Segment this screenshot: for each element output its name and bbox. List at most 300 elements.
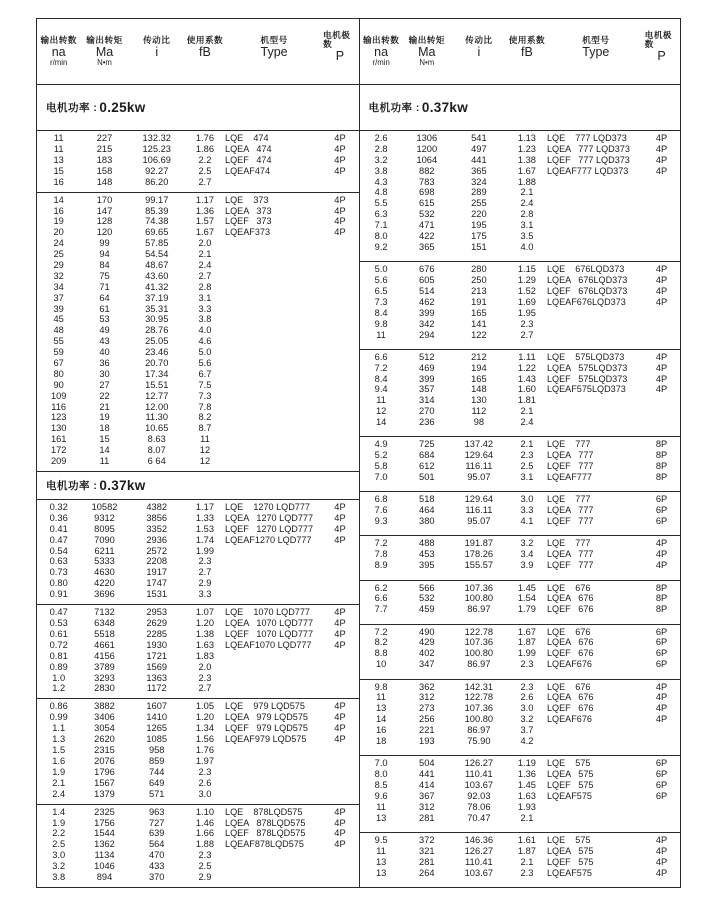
cell-i: 1363 (146, 672, 168, 683)
header-cn-label-type: 机型号 (582, 34, 610, 45)
cell-fb: 2.5 (198, 165, 212, 176)
cell-p: 4P (655, 703, 668, 714)
table-row (360, 363, 681, 374)
cell-p: 8P (655, 461, 668, 472)
cell-ma: 4661 (94, 639, 115, 650)
cell-i: 107.36 (464, 637, 494, 648)
cell-fb: 2.9 (198, 872, 212, 882)
cell-i: 280 (471, 264, 487, 275)
table-row (37, 662, 359, 673)
cell-i: 54.54 (145, 249, 169, 260)
cell-fb: 1.67 (517, 626, 536, 637)
cell-i: 85.39 (145, 205, 169, 216)
cell-na: 7.7 (374, 604, 388, 615)
header-symbol-fb: fB (199, 44, 211, 59)
cell-i: 122.78 (464, 626, 494, 637)
cell-i: 649 (148, 777, 165, 788)
cell-na: 1.5 (52, 745, 66, 756)
cell-type: LQEA 777 (546, 450, 594, 461)
cell-p (323, 249, 357, 260)
cell-ma: 3696 (94, 589, 115, 600)
cell-na: 34 (53, 281, 64, 292)
cell-na: 0.89 (49, 661, 68, 672)
cell-p (645, 406, 679, 417)
cell-fb: 2.3 (520, 681, 534, 692)
cell-i: 441 (471, 154, 487, 165)
table-row (37, 789, 359, 800)
cell-fb: 1.46 (195, 817, 214, 828)
cell-type (225, 325, 323, 336)
cell-p: 4P (655, 560, 668, 571)
cell-p: 8P (655, 582, 668, 593)
cell-p (323, 683, 357, 694)
cell-type (225, 850, 323, 861)
cell-fb: 1.61 (517, 835, 536, 845)
cell-ma: 501 (419, 472, 435, 483)
cell-type (547, 725, 645, 736)
power-section-header (37, 472, 359, 500)
cell-ma: 49 (99, 325, 110, 336)
table-row (37, 238, 359, 249)
cell-type (225, 271, 323, 282)
cell-ma: 4220 (94, 578, 115, 589)
power-section-header (37, 85, 359, 131)
cell-p (323, 673, 357, 684)
table-row (360, 308, 681, 319)
cell-fb: 1.52 (517, 285, 536, 296)
cell-type (225, 434, 323, 445)
table-row (360, 648, 681, 659)
cell-i: 78.06 (467, 801, 491, 812)
cell-ma: 1306 (416, 133, 438, 143)
cell-ma: 18 (99, 423, 110, 434)
cell-p: 4P (655, 296, 668, 307)
cell-p (323, 347, 357, 358)
cell-i: 20.70 (145, 357, 169, 368)
cell-na: 8.0 (374, 769, 388, 780)
cell-na: 9.2 (374, 241, 388, 252)
cell-na: 2.1 (52, 777, 66, 788)
cell-ma: 256 (419, 714, 435, 725)
cell-fb: 2.3 (198, 556, 212, 567)
table-row (37, 391, 359, 402)
cell-type: LQEF 777 LQD373 (546, 154, 630, 165)
cell-type: LQEF 676LQD373 (546, 285, 628, 296)
cell-ma: 281 (419, 812, 435, 823)
cell-ma: 469 (419, 362, 435, 373)
table-row (37, 807, 359, 818)
cell-fb: 1.05 (195, 701, 214, 712)
table-row (360, 264, 681, 275)
cell-type: LQEF 1270 LQD777 (225, 523, 314, 534)
col-header-type (225, 36, 323, 67)
cell-fb: 1.86 (195, 143, 214, 154)
cell-type: LQEA 575 (546, 769, 594, 780)
table-row (37, 216, 359, 227)
cell-ma: 882 (419, 165, 435, 176)
cell-fb: 2.4 (198, 259, 212, 270)
cell-fb: 1.38 (195, 628, 214, 639)
cell-na: 0.86 (49, 701, 68, 712)
cell-na: 2.5 (52, 839, 66, 850)
cell-fb: 2.1 (198, 249, 212, 260)
cell-ma: 84 (99, 259, 110, 270)
cell-fb: 1.87 (517, 845, 536, 856)
cell-i: 17.34 (145, 368, 169, 379)
cell-fb: 2.3 (520, 659, 534, 670)
cell-ma: 128 (96, 216, 113, 227)
cell-i: 324 (471, 176, 487, 187)
cell-fb: 1.45 (517, 582, 536, 593)
cell-p: 4P (334, 205, 346, 216)
cell-na: 0.80 (49, 578, 68, 589)
cell-fb: 1.19 (517, 758, 536, 769)
cell-fb: 12 (199, 445, 211, 456)
cell-i: 3352 (146, 523, 168, 534)
cell-fb: 1.97 (195, 755, 214, 766)
table-row (360, 604, 681, 615)
cell-ma: 147 (96, 205, 113, 216)
cell-type: LQEAF575 (546, 790, 592, 801)
cell-type: LQEAF474 (225, 165, 271, 176)
cell-p (645, 198, 679, 209)
table-row (360, 583, 681, 594)
cell-ma: 19 (99, 412, 110, 423)
cell-type: LQEA 676LQD373 (546, 275, 628, 286)
cell-ma: 367 (419, 790, 435, 801)
cell-ma: 75 (99, 270, 110, 281)
cell-type (225, 651, 323, 662)
cell-type (225, 546, 323, 557)
cell-p (323, 778, 357, 789)
cell-na: 19 (53, 216, 64, 227)
cell-fb: 1.29 (517, 275, 536, 286)
cell-i: 2629 (146, 618, 168, 629)
cell-p: 4P (655, 856, 668, 867)
cell-p (323, 177, 357, 188)
table-row (37, 358, 359, 369)
cell-i: 57.85 (145, 238, 169, 249)
cell-na: 80 (53, 368, 64, 379)
cell-i: 103.67 (464, 780, 494, 791)
cell-fb: 2.3 (198, 766, 212, 777)
table-row (37, 683, 359, 694)
cell-type (225, 756, 323, 767)
cell-na: 0.73 (49, 567, 68, 578)
cell-ma: 40 (99, 347, 110, 358)
table-row (37, 271, 359, 282)
header-cn-label-ma: 输出转矩 (408, 34, 445, 45)
cell-na: 13 (375, 812, 387, 823)
cell-na: 16 (53, 176, 64, 187)
table-row (360, 868, 681, 879)
cell-p: 4P (334, 806, 346, 817)
cell-fb: 12 (199, 455, 211, 466)
cell-p: 6P (655, 516, 668, 527)
cell-i: 1531 (146, 589, 168, 600)
cell-fb: 6.7 (198, 368, 212, 379)
cell-na: 5.0 (374, 264, 388, 275)
cell-i: 744 (148, 766, 165, 777)
cell-fb: 2.6 (520, 692, 534, 703)
cell-na: 9.8 (374, 318, 388, 329)
cell-p: 6P (655, 648, 668, 659)
column-header-left (37, 19, 359, 85)
cell-type (547, 417, 645, 428)
cell-p: 8P (655, 439, 668, 450)
cell-fb: 2.3 (520, 318, 534, 329)
cell-type: LQEAF676 (546, 659, 592, 670)
cell-na: 7.2 (374, 362, 388, 373)
cell-na: 14 (375, 714, 387, 725)
col-header-i (129, 36, 185, 67)
table-row (37, 282, 359, 293)
cell-p: 6P (655, 758, 668, 769)
power-label: 电机功率 : (46, 102, 98, 114)
cell-i: 95.07 (467, 516, 491, 527)
cell-ma: 453 (419, 549, 435, 560)
cell-p (323, 767, 357, 778)
cell-ma: 183 (96, 154, 113, 165)
cell-i: 122 (471, 329, 487, 340)
table-row (37, 502, 359, 513)
cell-fb: 3.0 (198, 788, 212, 799)
cell-i: 70.47 (467, 812, 491, 823)
cell-type: LQEF 979 LQD575 (225, 723, 308, 734)
cell-ma: 1134 (94, 850, 115, 861)
cell-type (225, 578, 323, 589)
col-header-fb (507, 36, 547, 67)
cell-ma: 1796 (94, 766, 115, 777)
cell-type: LQEA 777 LQD373 (546, 143, 630, 154)
cell-ma: 61 (99, 303, 110, 314)
table-row (360, 758, 681, 769)
table-row (360, 461, 681, 472)
data-block (360, 262, 681, 350)
cell-p (323, 456, 357, 467)
cell-p: 4P (655, 867, 668, 878)
cell-p: 6P (655, 626, 668, 637)
cell-fb: 1.60 (517, 384, 536, 395)
cell-na: 2.4 (52, 788, 66, 799)
table-row (37, 872, 359, 883)
cell-type (547, 177, 645, 188)
cell-fb: 1.67 (195, 227, 214, 238)
cell-type (225, 861, 323, 872)
cell-p: 4P (655, 351, 668, 362)
cell-na: 11 (376, 395, 386, 406)
cell-i: 86.20 (145, 176, 169, 187)
cell-type: LQEA 575LQD373 (546, 362, 628, 373)
cell-i: 103.67 (464, 867, 494, 878)
cell-ma: 514 (419, 285, 435, 296)
table-row (360, 802, 681, 813)
cell-na: 1.1 (52, 723, 66, 734)
cell-type (225, 238, 323, 249)
cell-ma: 342 (419, 318, 435, 329)
cell-na: 18 (375, 735, 387, 746)
cell-i: 571 (148, 788, 165, 799)
cell-fb: 1.45 (517, 780, 536, 791)
cell-fb: 3.0 (520, 703, 534, 714)
cell-i: 11.30 (145, 412, 169, 423)
cell-i: 1410 (146, 712, 168, 723)
table-row (360, 275, 681, 286)
header-cn-label-fb: 使用系数 (508, 34, 546, 45)
cell-fb: 3.4 (520, 549, 534, 560)
cell-i: 122.78 (464, 692, 494, 703)
cell-ma: 6348 (94, 618, 115, 629)
table-row (360, 593, 681, 604)
cell-ma: 4630 (94, 567, 115, 578)
cell-type: LQEF 676 (546, 648, 594, 659)
table-row (360, 242, 681, 253)
header-symbol-na: na (374, 44, 389, 59)
cell-ma: 236 (419, 417, 435, 428)
cell-type (225, 683, 323, 694)
cell-type: LQEA 878LQD575 (225, 817, 306, 828)
cell-i: 564 (148, 839, 165, 850)
table-row (37, 861, 359, 872)
cell-ma: 321 (419, 845, 435, 856)
cell-na: 1.0 (52, 672, 66, 683)
cell-ma: 1567 (94, 777, 115, 788)
cell-p (323, 850, 357, 861)
cell-ma: 612 (419, 461, 435, 472)
cell-ma: 71 (99, 281, 110, 292)
cell-ma: 402 (419, 648, 435, 659)
cell-p (323, 238, 357, 249)
cell-na: 16 (53, 205, 64, 216)
table-row (360, 220, 681, 231)
cell-na: 6.3 (374, 209, 388, 220)
cell-ma: 3054 (94, 723, 115, 734)
cell-na: 0.61 (49, 628, 68, 639)
cell-ma: 357 (419, 384, 435, 395)
cell-i: 86.97 (467, 725, 491, 736)
cell-type (547, 209, 645, 220)
cell-na: 59 (53, 347, 64, 358)
cell-p: 4P (334, 165, 346, 176)
col-header-p (323, 31, 357, 71)
cell-na: 25 (53, 249, 64, 260)
cell-type: LQEAF373 (225, 227, 271, 238)
cell-fb: 1.34 (195, 723, 214, 734)
table-row (360, 450, 681, 461)
cell-na: 7.1 (374, 220, 388, 231)
cell-ma: 3406 (94, 712, 115, 723)
cell-ma: 1200 (416, 143, 438, 154)
cell-na: 130 (50, 423, 67, 434)
cell-fb: 2.3 (520, 867, 534, 878)
cell-i: 194 (471, 362, 487, 373)
cell-na: 8.2 (374, 637, 388, 648)
cell-na: 5.5 (374, 198, 388, 209)
cell-fb: 7.3 (198, 390, 212, 401)
cell-type (225, 347, 323, 358)
header-symbol-i: i (155, 44, 159, 59)
data-block (360, 350, 681, 438)
cell-p: 4P (655, 835, 668, 845)
cell-i: 86.97 (467, 659, 491, 670)
table-row (360, 505, 681, 516)
column-header-right (360, 19, 681, 85)
header-cn-label-fb: 使用系数 (186, 34, 224, 45)
cell-i: 155.57 (464, 560, 494, 571)
data-block (360, 833, 681, 887)
cell-p: 4P (655, 285, 668, 296)
cell-type: LQE 777 (546, 439, 591, 450)
cell-i: 35.31 (145, 303, 169, 314)
cell-i: 2936 (146, 534, 168, 545)
cell-p (323, 282, 357, 293)
table-row (37, 756, 359, 767)
cell-ma: 15 (99, 434, 110, 445)
cell-na: 9.4 (374, 384, 388, 395)
cell-ma: 488 (419, 538, 435, 549)
cell-p (323, 391, 357, 402)
cell-i: 86.97 (467, 604, 491, 615)
cell-p: 4P (655, 373, 668, 384)
cell-i: 8.07 (147, 445, 166, 456)
cell-fb: 1.17 (195, 194, 214, 205)
table-row (37, 434, 359, 445)
header-cn-label-na: 输出转数 (362, 34, 400, 45)
cell-p: 8P (655, 593, 668, 604)
cell-ma: 725 (419, 439, 435, 450)
cell-na: 1.3 (52, 734, 66, 745)
cell-i: 220 (471, 209, 487, 220)
cell-p (323, 756, 357, 767)
cell-p (645, 187, 679, 198)
cell-p (323, 445, 357, 456)
cell-type: LQE 676LQD373 (546, 264, 625, 275)
table-row (37, 651, 359, 662)
table-row (360, 637, 681, 648)
cell-i: 142.31 (464, 681, 494, 692)
cell-i: 116.11 (465, 505, 493, 516)
cell-p: 8P (655, 604, 668, 615)
cell-ma: 6211 (94, 545, 115, 556)
cell-i: 859 (148, 755, 165, 766)
table-row (37, 524, 359, 535)
cell-fb: 3.5 (520, 231, 534, 242)
cell-type: LQEAF1270 LQD777 (225, 534, 312, 545)
cell-p (323, 369, 357, 380)
cell-na: 9.5 (374, 835, 388, 845)
cell-type (225, 358, 323, 369)
cell-na: 8.4 (374, 373, 388, 384)
cell-na: 11 (53, 143, 64, 154)
table-row (360, 494, 681, 505)
cell-ma: 490 (419, 626, 435, 637)
cell-fb: 8.2 (198, 412, 212, 423)
cell-fb: 1.81 (517, 395, 536, 406)
table-row (360, 791, 681, 802)
header-symbol-type: Type (260, 44, 288, 59)
header-symbol-p: P (335, 49, 345, 64)
cell-ma: 215 (96, 143, 113, 154)
cell-ma: 5518 (94, 628, 115, 639)
cell-i: 1930 (146, 639, 168, 650)
cell-i: 958 (148, 745, 165, 756)
cell-p (323, 662, 357, 673)
cell-p (323, 304, 357, 315)
cell-i: 30.95 (145, 314, 169, 325)
cell-fb: 4.0 (198, 325, 212, 336)
cell-type (225, 249, 323, 260)
cell-p: 4P (334, 502, 346, 513)
